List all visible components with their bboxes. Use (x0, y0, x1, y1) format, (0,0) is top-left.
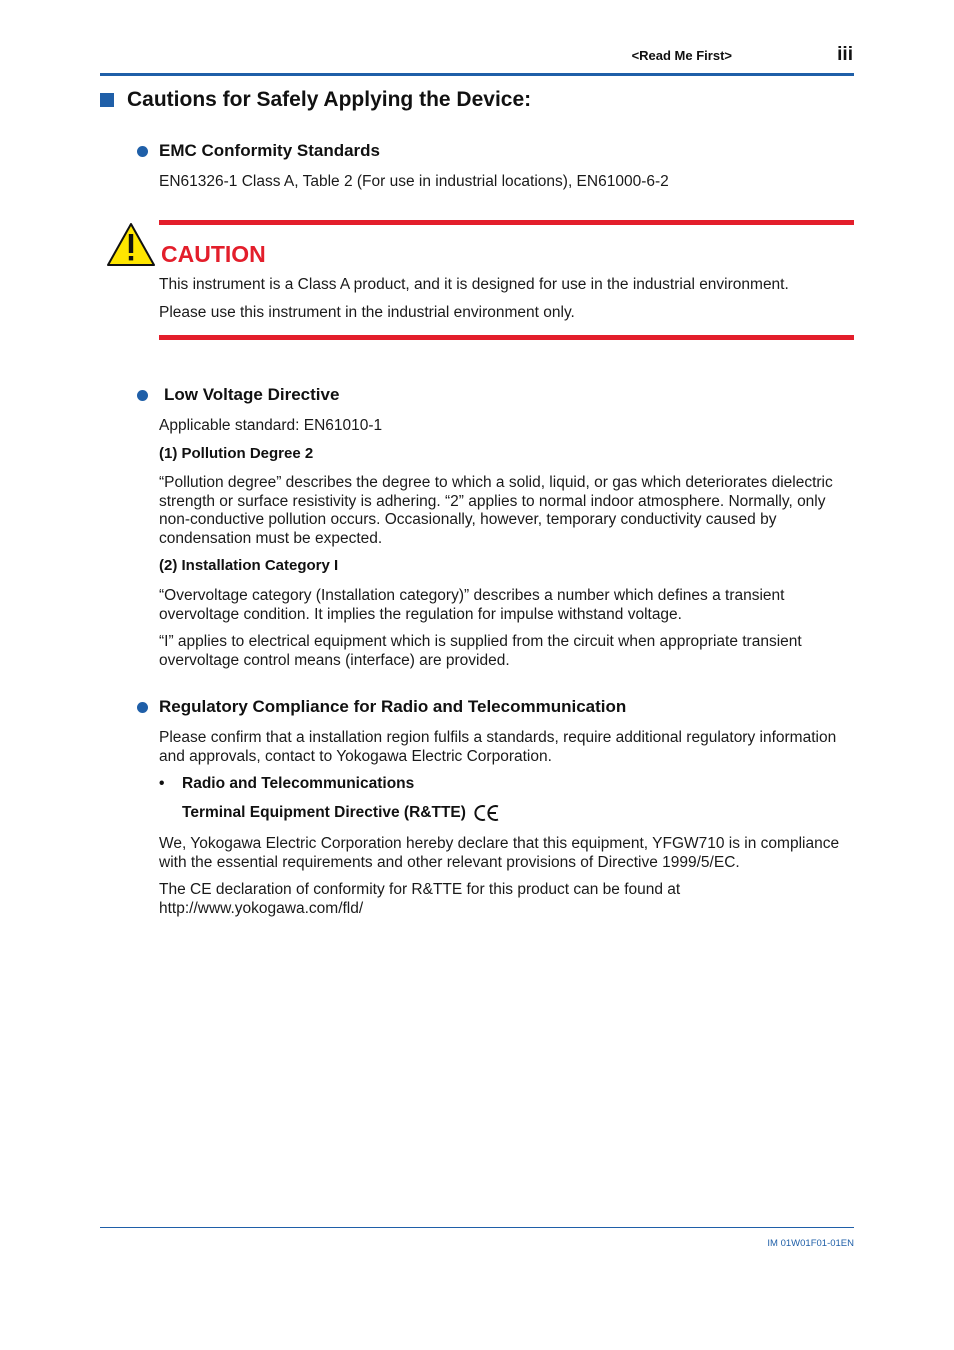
bullet-mark: • (159, 775, 165, 792)
radio-heading-text: Regulatory Compliance for Radio and Telecommunication (159, 697, 627, 716)
lvd-heading-text: Low Voltage Directive (164, 385, 340, 404)
rtte-directive-text: Terminal Equipment Directive (R&TTE) (182, 804, 466, 821)
circle-bullet-icon (137, 146, 148, 157)
header-rule (100, 73, 854, 76)
installation-category-title: (2) Installation Category I (159, 557, 339, 574)
pollution-degree-text: “Pollution degree” describes the degree to which a solid, liquid, or gas which deteriorates dielectric strength or surface resistivity is adhering. “2” applies to normal indoor atmosphere. Normally, only non-conductive pollution occurs. Occasionally, however, temporary conductivity caused by condensation must be expected. (159, 474, 833, 547)
lvd-heading (137, 385, 339, 405)
page-number: iii (837, 44, 853, 65)
square-bullet-icon (100, 93, 114, 107)
caution-text-1: This instrument is a Class A product, and it is designed for use in the industrial environment. (159, 276, 789, 293)
radio-bullet-item (159, 775, 414, 793)
caution-text-2: Please use this instrument in the industrial environment only. (159, 304, 575, 321)
caution-bottom-rule (159, 335, 854, 340)
radio-heading (137, 697, 626, 717)
installation-category-text-1: “Overvoltage category (Installation category)” describes a number which defines a transient overvoltage condition. It implies the regulation for impulse withstand voltage. (159, 587, 785, 623)
ce-declaration-text: The CE declaration of conformity for R&TTE for this product can be found at http://www.yokogawa.com/fld/ (159, 881, 681, 917)
declaration-text: We, Yokogawa Electric Corporation hereby declare that this equipment, YFGW710 is in compliance with the essential requirements and other relevant provisions of Directive 1999/5/EC. (159, 835, 840, 871)
radio-intro-text: Please confirm that a installation region fulfils a standards, require additional regulatory information and approvals, contact to Yokogawa Electric Corporation. (159, 729, 837, 765)
warning-triangle-icon (106, 222, 156, 267)
rtte-directive (182, 804, 500, 822)
circle-bullet-icon (137, 390, 148, 401)
emc-heading (137, 141, 380, 161)
footer-rule (100, 1227, 854, 1228)
caution-top-rule (159, 220, 854, 225)
section-title (100, 88, 531, 112)
circle-bullet-icon (137, 702, 148, 713)
section-title-text: Cautions for Safely Applying the Device: (127, 88, 532, 111)
radio-bullet-title: Radio and Telecommunications (182, 775, 415, 792)
document-id: IM 01W01F01-01EN (767, 1238, 854, 1249)
ce-mark-icon (474, 804, 500, 822)
caution-label: CAUTION (161, 241, 266, 267)
emc-standards-text: EN61326-1 Class A, Table 2 (For use in industrial locations), EN61000-6-2 (159, 173, 669, 190)
lvd-applicable-standard: Applicable standard: EN61010-1 (159, 417, 383, 434)
header-chapter: <Read Me First> (631, 48, 732, 63)
pollution-degree-title: (1) Pollution Degree 2 (159, 445, 314, 462)
installation-category-text-2: “I” applies to electrical equipment which is supplied from the circuit when appropriate transient overvoltage control means (interface) are provided. (159, 633, 802, 669)
emc-heading-text: EMC Conformity Standards (159, 141, 381, 160)
